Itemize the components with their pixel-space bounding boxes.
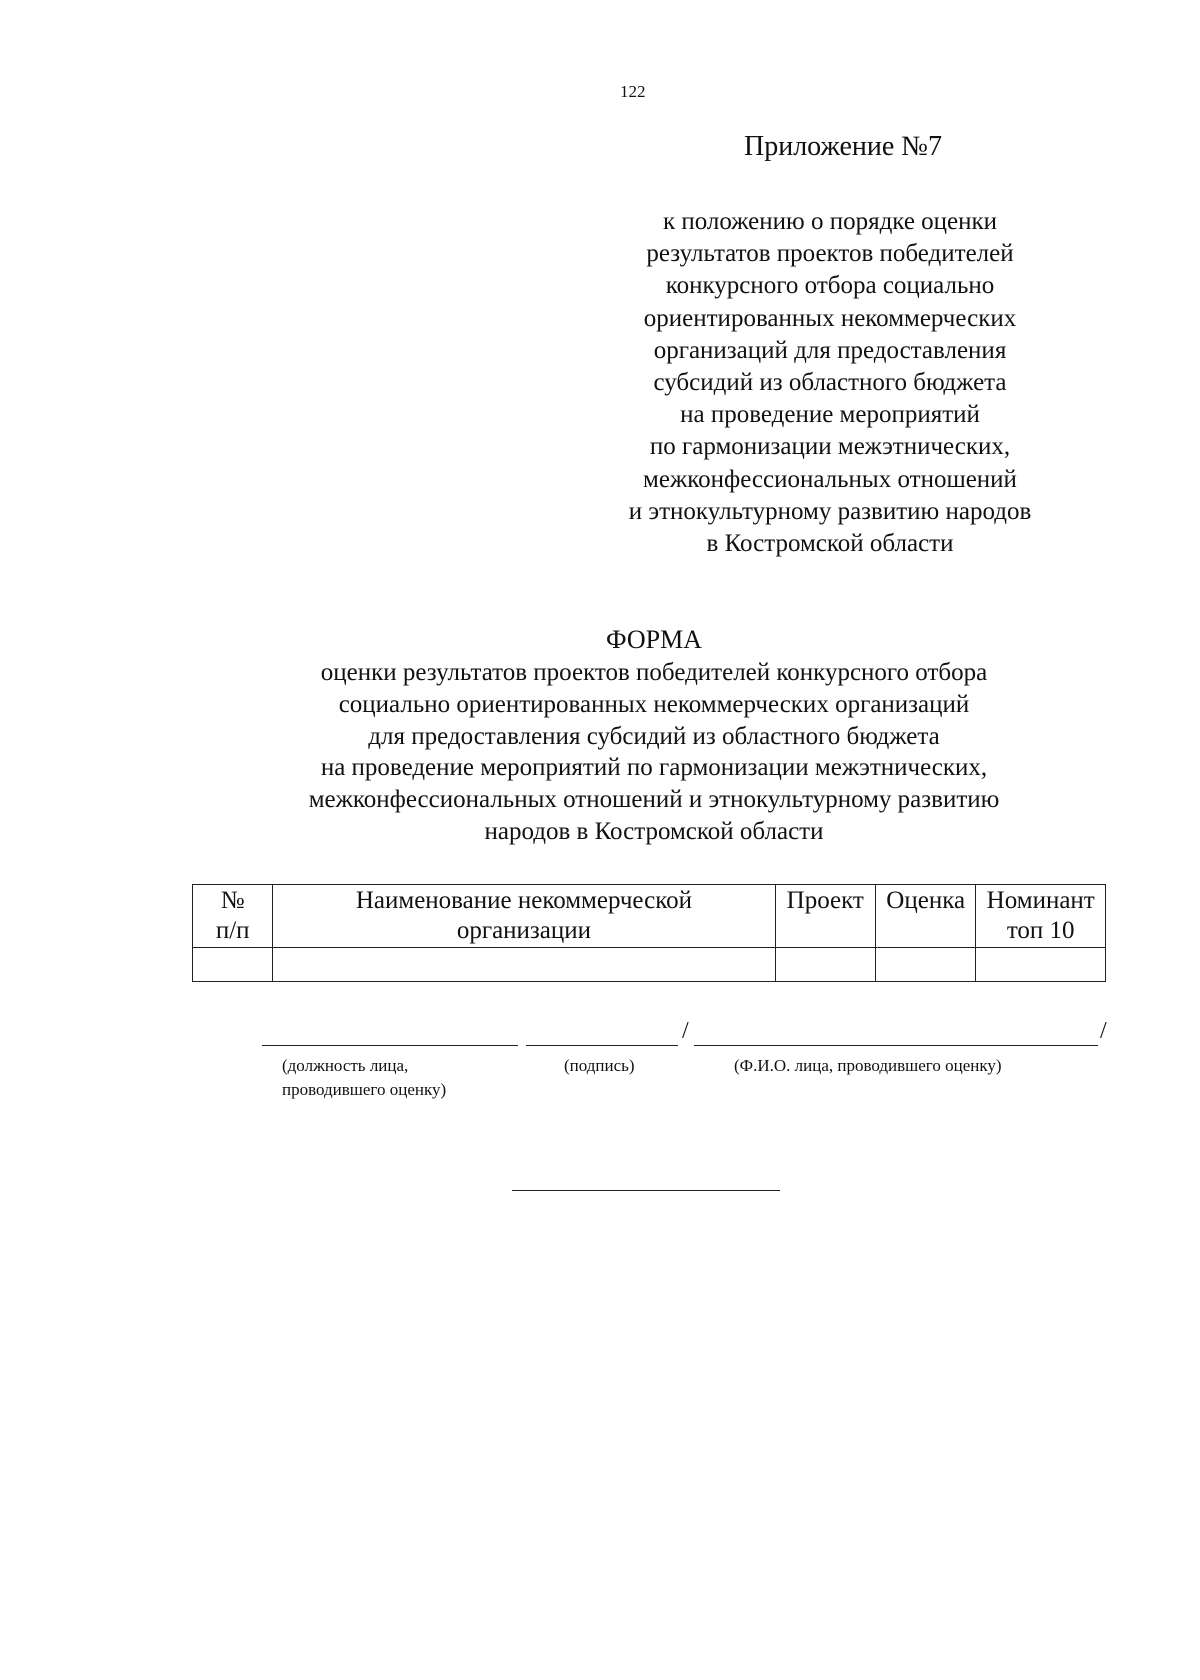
appendix-basis-line: межконфессиональных отношений <box>643 465 1017 493</box>
appendix-basis-line: и этнокультурному развитию народов <box>628 497 1032 525</box>
header-nominant-line: топ 10 <box>1006 917 1075 944</box>
fio-separator: / <box>1100 1018 1107 1044</box>
header-project <box>775 885 875 948</box>
appendix-basis-line: ориентированных некоммерческих <box>643 304 1017 332</box>
form-subtitle <box>240 657 1068 848</box>
appendix-basis-line: к положению о порядке оценки <box>662 208 998 235</box>
table-cell-project <box>775 948 875 982</box>
appendix-basis-line: субсидий из областного бюджета <box>653 369 1007 397</box>
header-organization-name-line: Наименование некоммерческой <box>355 887 692 914</box>
end-rule <box>512 1190 780 1191</box>
appendix-basis-line: на проведение мероприятий <box>680 401 980 429</box>
header-organization-name-line: организации <box>456 917 592 944</box>
position-caption-line: проводившего оценку) <box>282 1080 447 1099</box>
form-subtitle-line: межконфессиональных отношений и этнокультурному развитию <box>308 786 1000 814</box>
signature-caption: (подпись) <box>564 1056 635 1075</box>
form-subtitle-line: на проведение мероприятий по гармонизации межэтнических, <box>320 754 988 782</box>
appendix-basis-line: результатов проектов победителей <box>646 240 1014 268</box>
header-nominant-line: Номинант <box>986 887 1095 914</box>
table-header <box>193 885 1106 948</box>
header-number <box>193 885 273 948</box>
header-score-line: Оценка <box>886 887 966 914</box>
header-organization-name <box>273 885 775 948</box>
fio-line <box>694 1045 1098 1046</box>
form-subtitle-line: оценки результатов проектов победителей конкурсного отбора <box>320 659 988 686</box>
fio-caption: (Ф.И.О. лица, проводившего оценку) <box>734 1056 1002 1075</box>
position-caption-line: (должность лица, <box>282 1056 409 1075</box>
appendix-basis-line: по гармонизации межэтнических, <box>649 433 1011 461</box>
table-row <box>193 948 1106 982</box>
header-project-line: Проект <box>786 887 864 914</box>
appendix-basis-line: в Костромской области <box>706 530 954 558</box>
signature-line <box>526 1045 678 1046</box>
form-title: ФОРМА <box>606 625 702 654</box>
table-cell-score <box>875 948 975 982</box>
header-number-line: п/п <box>215 917 250 944</box>
header-score <box>875 885 975 948</box>
table-body <box>193 948 1106 982</box>
form-subtitle-line: социально ориентированных некоммерческих организаций <box>338 690 970 718</box>
position-line <box>262 1045 518 1046</box>
form-subtitle-line: народов в Костромской области <box>484 817 824 845</box>
appendix-basis <box>600 206 1060 560</box>
appendix-title: Приложение №7 <box>744 131 942 162</box>
table-header-row <box>193 885 1106 948</box>
table-cell-nominant <box>976 948 1106 982</box>
table-cell-number <box>193 948 273 982</box>
form-subtitle-line: для предоставления субсидий из областного бюджета <box>368 722 940 750</box>
signature-separator: / <box>682 1018 689 1044</box>
evaluation-table <box>192 884 1106 982</box>
header-number-line: № <box>220 887 245 914</box>
header-nominant <box>976 885 1106 948</box>
page-number: 122 <box>620 82 646 101</box>
appendix-basis-line: организаций для предоставления <box>653 336 1007 364</box>
appendix-basis-line: конкурсного отбора социально <box>665 272 995 300</box>
table-cell-organization-name <box>273 948 775 982</box>
position-caption <box>282 1054 446 1102</box>
